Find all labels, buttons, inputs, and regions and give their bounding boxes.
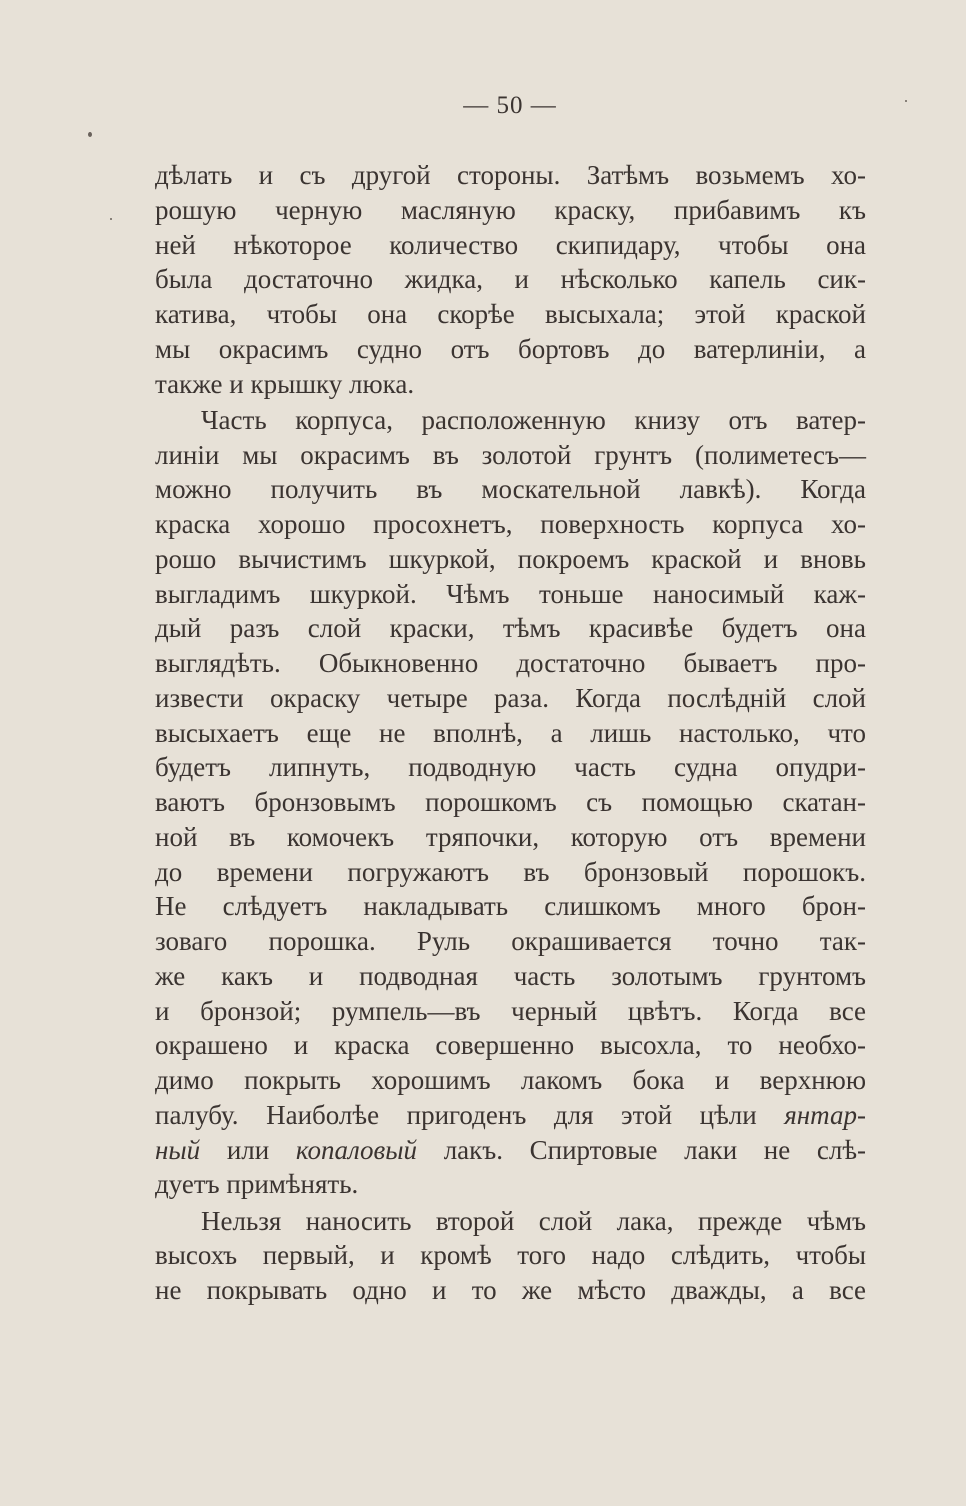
text-span: ваютъ бронзовымъ порошкомъ съ помощью скатан- (155, 787, 866, 817)
text-line (155, 1204, 866, 1239)
text-span: же какъ и подводная часть золотымъ грунтомъ (155, 960, 866, 991)
text-line (155, 262, 866, 297)
text-line (155, 1273, 866, 1308)
text-span: до времени погружаютъ въ бронзовый порошокъ. (155, 856, 866, 887)
text-line (155, 1167, 866, 1202)
text-line (155, 472, 866, 507)
text-span: выглядѣть. Обыкновенно достаточно бываетъ про- (155, 648, 866, 678)
scan-speck (110, 218, 112, 220)
text-span: можно получить въ москательной лавкѣ). Когда (155, 474, 866, 505)
text-line (155, 924, 866, 959)
text-span: также и крышку люка. (155, 368, 415, 399)
text-line (155, 507, 866, 542)
scan-speck (88, 132, 92, 137)
text-span: окрашено и краска совершенно высохла, то необхо- (155, 1030, 866, 1061)
text-span: линіи мы окрасимъ въ золотой грунтъ (полиметесъ— (155, 439, 866, 470)
text-span: лакъ. Спиртовые лаки не слѣ- (417, 1134, 866, 1165)
text-span: и бронзой; румпель—въ черный цвѣтъ. Когда все (155, 995, 866, 1026)
text-span: или (200, 1134, 296, 1165)
text-span: катива, чтобы она скорѣе высыхала; этой краской (155, 299, 866, 329)
text-span: димо покрыть хорошимъ лакомъ бока и верхнюю (155, 1065, 866, 1095)
text-span: высохъ первый, и кромѣ того надо слѣдить, чтобы (155, 1240, 866, 1271)
text-span: дѣлать и съ другой стороны. Затѣмъ возьмемъ хо- (155, 160, 866, 190)
text-line (155, 332, 866, 367)
text-line (155, 403, 866, 438)
text-line (155, 716, 866, 751)
text-span: палубу. Наиболѣе пригоденъ для этой цѣли (155, 1099, 785, 1130)
text-line (155, 297, 866, 332)
text-line (155, 1133, 866, 1168)
text-line (155, 820, 866, 855)
text-line (155, 750, 866, 785)
scan-speck (905, 100, 907, 102)
text-line (155, 1063, 866, 1098)
text-span: дуетъ примѣнять. (155, 1169, 359, 1200)
text-line (155, 1098, 866, 1133)
text-line (155, 889, 866, 924)
paragraph (155, 158, 866, 401)
text-line (155, 785, 866, 820)
text-line (155, 959, 866, 994)
text-span: ней нѣкоторое количество скипидару, чтобы она (155, 229, 866, 260)
text-line (155, 994, 866, 1029)
text-span: ной въ комочекъ тряпочки, которую отъ времени (155, 821, 866, 852)
text-span: рошую черную масляную краску, прибавимъ къ (155, 194, 866, 225)
italic-term: янтар- (784, 1099, 866, 1130)
text-line (155, 367, 866, 402)
text-span: будетъ липнуть, подводную часть судна опудри- (155, 752, 866, 783)
text-span: дый разъ слой краски, тѣмъ красивѣе будетъ она (155, 613, 866, 644)
text-line (155, 646, 866, 681)
italic-term: ный (155, 1134, 201, 1165)
paragraph (155, 1204, 866, 1308)
text-line (155, 1028, 866, 1063)
text-span: зоваго порошка. Руль окрашивается точно так- (155, 926, 866, 956)
body-text (155, 158, 866, 1308)
text-line (155, 611, 866, 646)
text-line (155, 438, 866, 473)
text-span: краска хорошо просохнетъ, поверхность корпуса хо- (155, 509, 866, 539)
text-span: не покрывать одно и то же мѣсто дважды, а все (155, 1275, 866, 1305)
text-line (155, 1238, 866, 1273)
paragraph (155, 403, 866, 1202)
text-line (155, 228, 866, 263)
text-span: выгладимъ шкуркой. Чѣмъ тоньше наносимый каж- (155, 578, 866, 609)
text-line (155, 681, 866, 716)
italic-term: копаловый (295, 1134, 418, 1165)
text-line (155, 158, 866, 193)
text-span: Не слѣдуетъ накладывать слишкомъ много брон- (155, 891, 866, 922)
text-line (155, 193, 866, 228)
text-span: Нельзя наносить второй слой лака, прежде чѣмъ (201, 1205, 866, 1236)
text-span: рошо вычистимъ шкуркой, покроемъ краской и вновь (155, 543, 866, 574)
text-line (155, 542, 866, 577)
text-span: мы окрасимъ судно отъ бортовъ до ватерлиніи, а (155, 333, 866, 364)
text-span: высыхаетъ еще не вполнѣ, а лишь настолько, что (155, 717, 866, 748)
page-number: — 50 — (463, 92, 557, 119)
text-line (155, 855, 866, 890)
text-span: была достаточно жидка, и нѣсколько капель сик- (155, 264, 866, 295)
text-span: извести окраску четыре раза. Когда послѣдній слой (155, 682, 866, 713)
text-span: Часть корпуса, расположенную книзу отъ ватер- (201, 404, 866, 435)
text-line (155, 577, 866, 612)
